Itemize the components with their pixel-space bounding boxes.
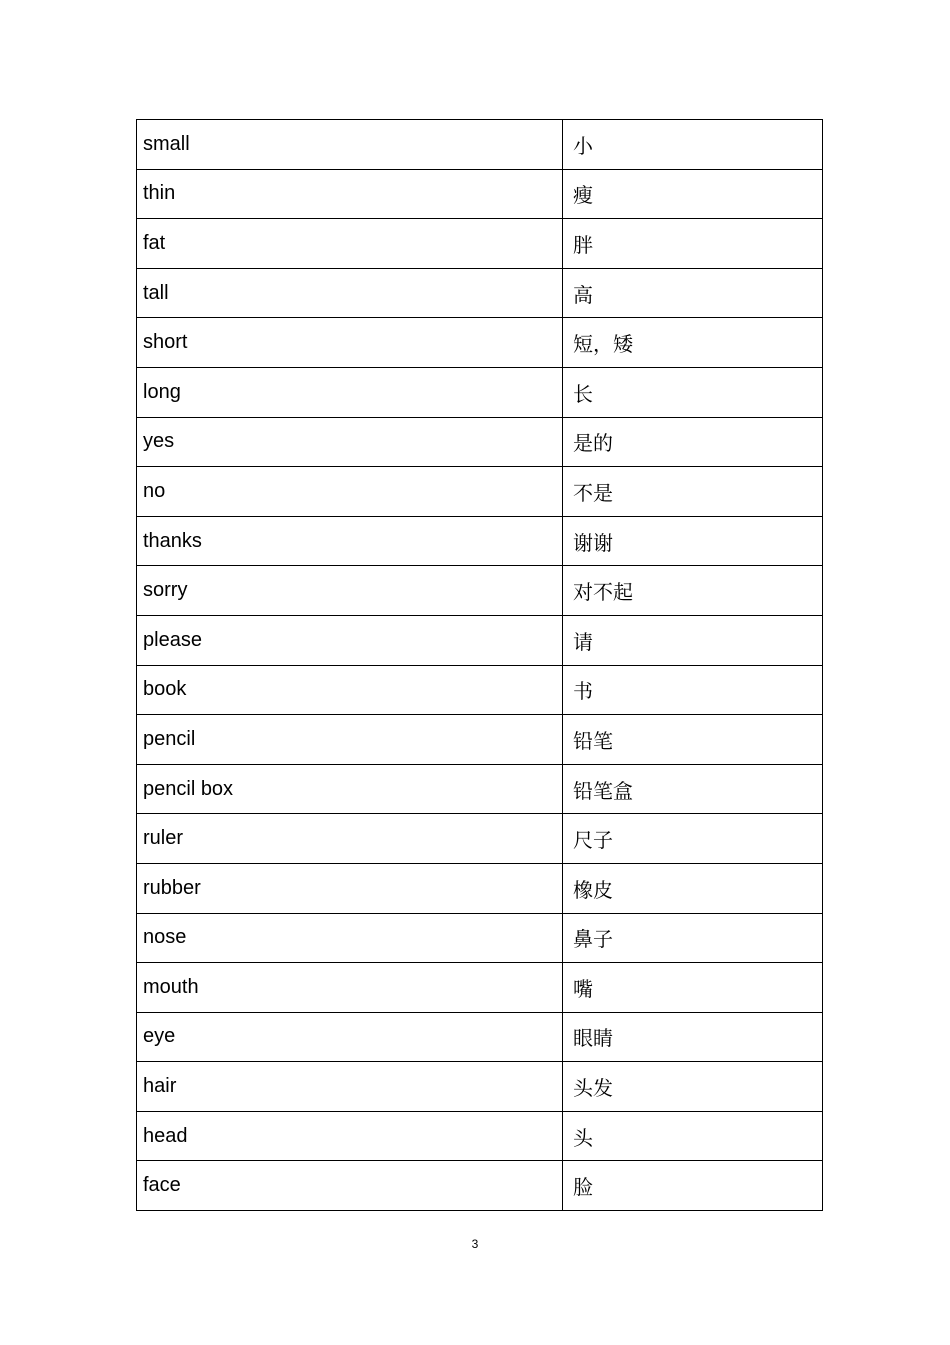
- chinese-meaning-cell: 短，矮: [563, 318, 823, 368]
- chinese-meaning-cell: 胖: [563, 219, 823, 269]
- english-word-cell: book: [137, 665, 563, 715]
- chinese-meaning-cell: 头: [563, 1111, 823, 1161]
- table-row: [137, 516, 823, 566]
- english-word-cell: fat: [137, 219, 563, 269]
- chinese-meaning-cell: 小: [563, 120, 823, 170]
- chinese-meaning-cell: 书: [563, 665, 823, 715]
- table-row: [137, 566, 823, 616]
- english-word-cell: thin: [137, 169, 563, 219]
- chinese-meaning-cell: 尺子: [563, 814, 823, 864]
- english-word-cell: small: [137, 120, 563, 170]
- chinese-meaning-cell: 是的: [563, 417, 823, 467]
- english-word-cell: tall: [137, 268, 563, 318]
- chinese-meaning-cell: 头发: [563, 1062, 823, 1112]
- page-number: 3: [471, 1237, 479, 1251]
- table-row: [137, 764, 823, 814]
- chinese-meaning-cell: 不是: [563, 467, 823, 517]
- chinese-meaning-cell: 嘴: [563, 963, 823, 1013]
- english-word-cell: yes: [137, 417, 563, 467]
- english-word-cell: sorry: [137, 566, 563, 616]
- chinese-meaning-cell: 脸: [563, 1161, 823, 1211]
- chinese-meaning-cell: 鼻子: [563, 913, 823, 963]
- table-row: [137, 913, 823, 963]
- table-row: [137, 615, 823, 665]
- chinese-meaning-cell: 铅笔盒: [563, 764, 823, 814]
- english-word-cell: face: [137, 1161, 563, 1211]
- table-row: [137, 863, 823, 913]
- table-row: [137, 1161, 823, 1211]
- english-word-cell: pencil: [137, 715, 563, 765]
- table-row: [137, 814, 823, 864]
- english-word-cell: thanks: [137, 516, 563, 566]
- english-word-cell: nose: [137, 913, 563, 963]
- table-row: [137, 120, 823, 170]
- english-word-cell: mouth: [137, 963, 563, 1013]
- english-word-cell: head: [137, 1111, 563, 1161]
- chinese-meaning-cell: 长: [563, 367, 823, 417]
- english-word-cell: no: [137, 467, 563, 517]
- english-word-cell: hair: [137, 1062, 563, 1112]
- english-word-cell: long: [137, 367, 563, 417]
- english-word-cell: rubber: [137, 863, 563, 913]
- chinese-meaning-cell: 瘦: [563, 169, 823, 219]
- table-row: [137, 715, 823, 765]
- table-row: [137, 467, 823, 517]
- table-row: [137, 963, 823, 1013]
- english-word-cell: ruler: [137, 814, 563, 864]
- table-row: [137, 367, 823, 417]
- chinese-meaning-cell: 谢谢: [563, 516, 823, 566]
- table-row: [137, 219, 823, 269]
- table-row: [137, 318, 823, 368]
- english-word-cell: eye: [137, 1012, 563, 1062]
- chinese-meaning-cell: 橡皮: [563, 863, 823, 913]
- table-row: [137, 1111, 823, 1161]
- chinese-meaning-cell: 高: [563, 268, 823, 318]
- table-row: [137, 268, 823, 318]
- table-row: [137, 665, 823, 715]
- chinese-meaning-cell: 对不起: [563, 566, 823, 616]
- table-row: [137, 417, 823, 467]
- vocabulary-table-body: [137, 120, 823, 1211]
- english-word-cell: pencil box: [137, 764, 563, 814]
- chinese-meaning-cell: 请: [563, 615, 823, 665]
- table-row: [137, 169, 823, 219]
- table-row: [137, 1012, 823, 1062]
- vocabulary-table: [136, 119, 823, 1211]
- table-row: [137, 1062, 823, 1112]
- chinese-meaning-cell: 铅笔: [563, 715, 823, 765]
- english-word-cell: please: [137, 615, 563, 665]
- chinese-meaning-cell: 眼睛: [563, 1012, 823, 1062]
- english-word-cell: short: [137, 318, 563, 368]
